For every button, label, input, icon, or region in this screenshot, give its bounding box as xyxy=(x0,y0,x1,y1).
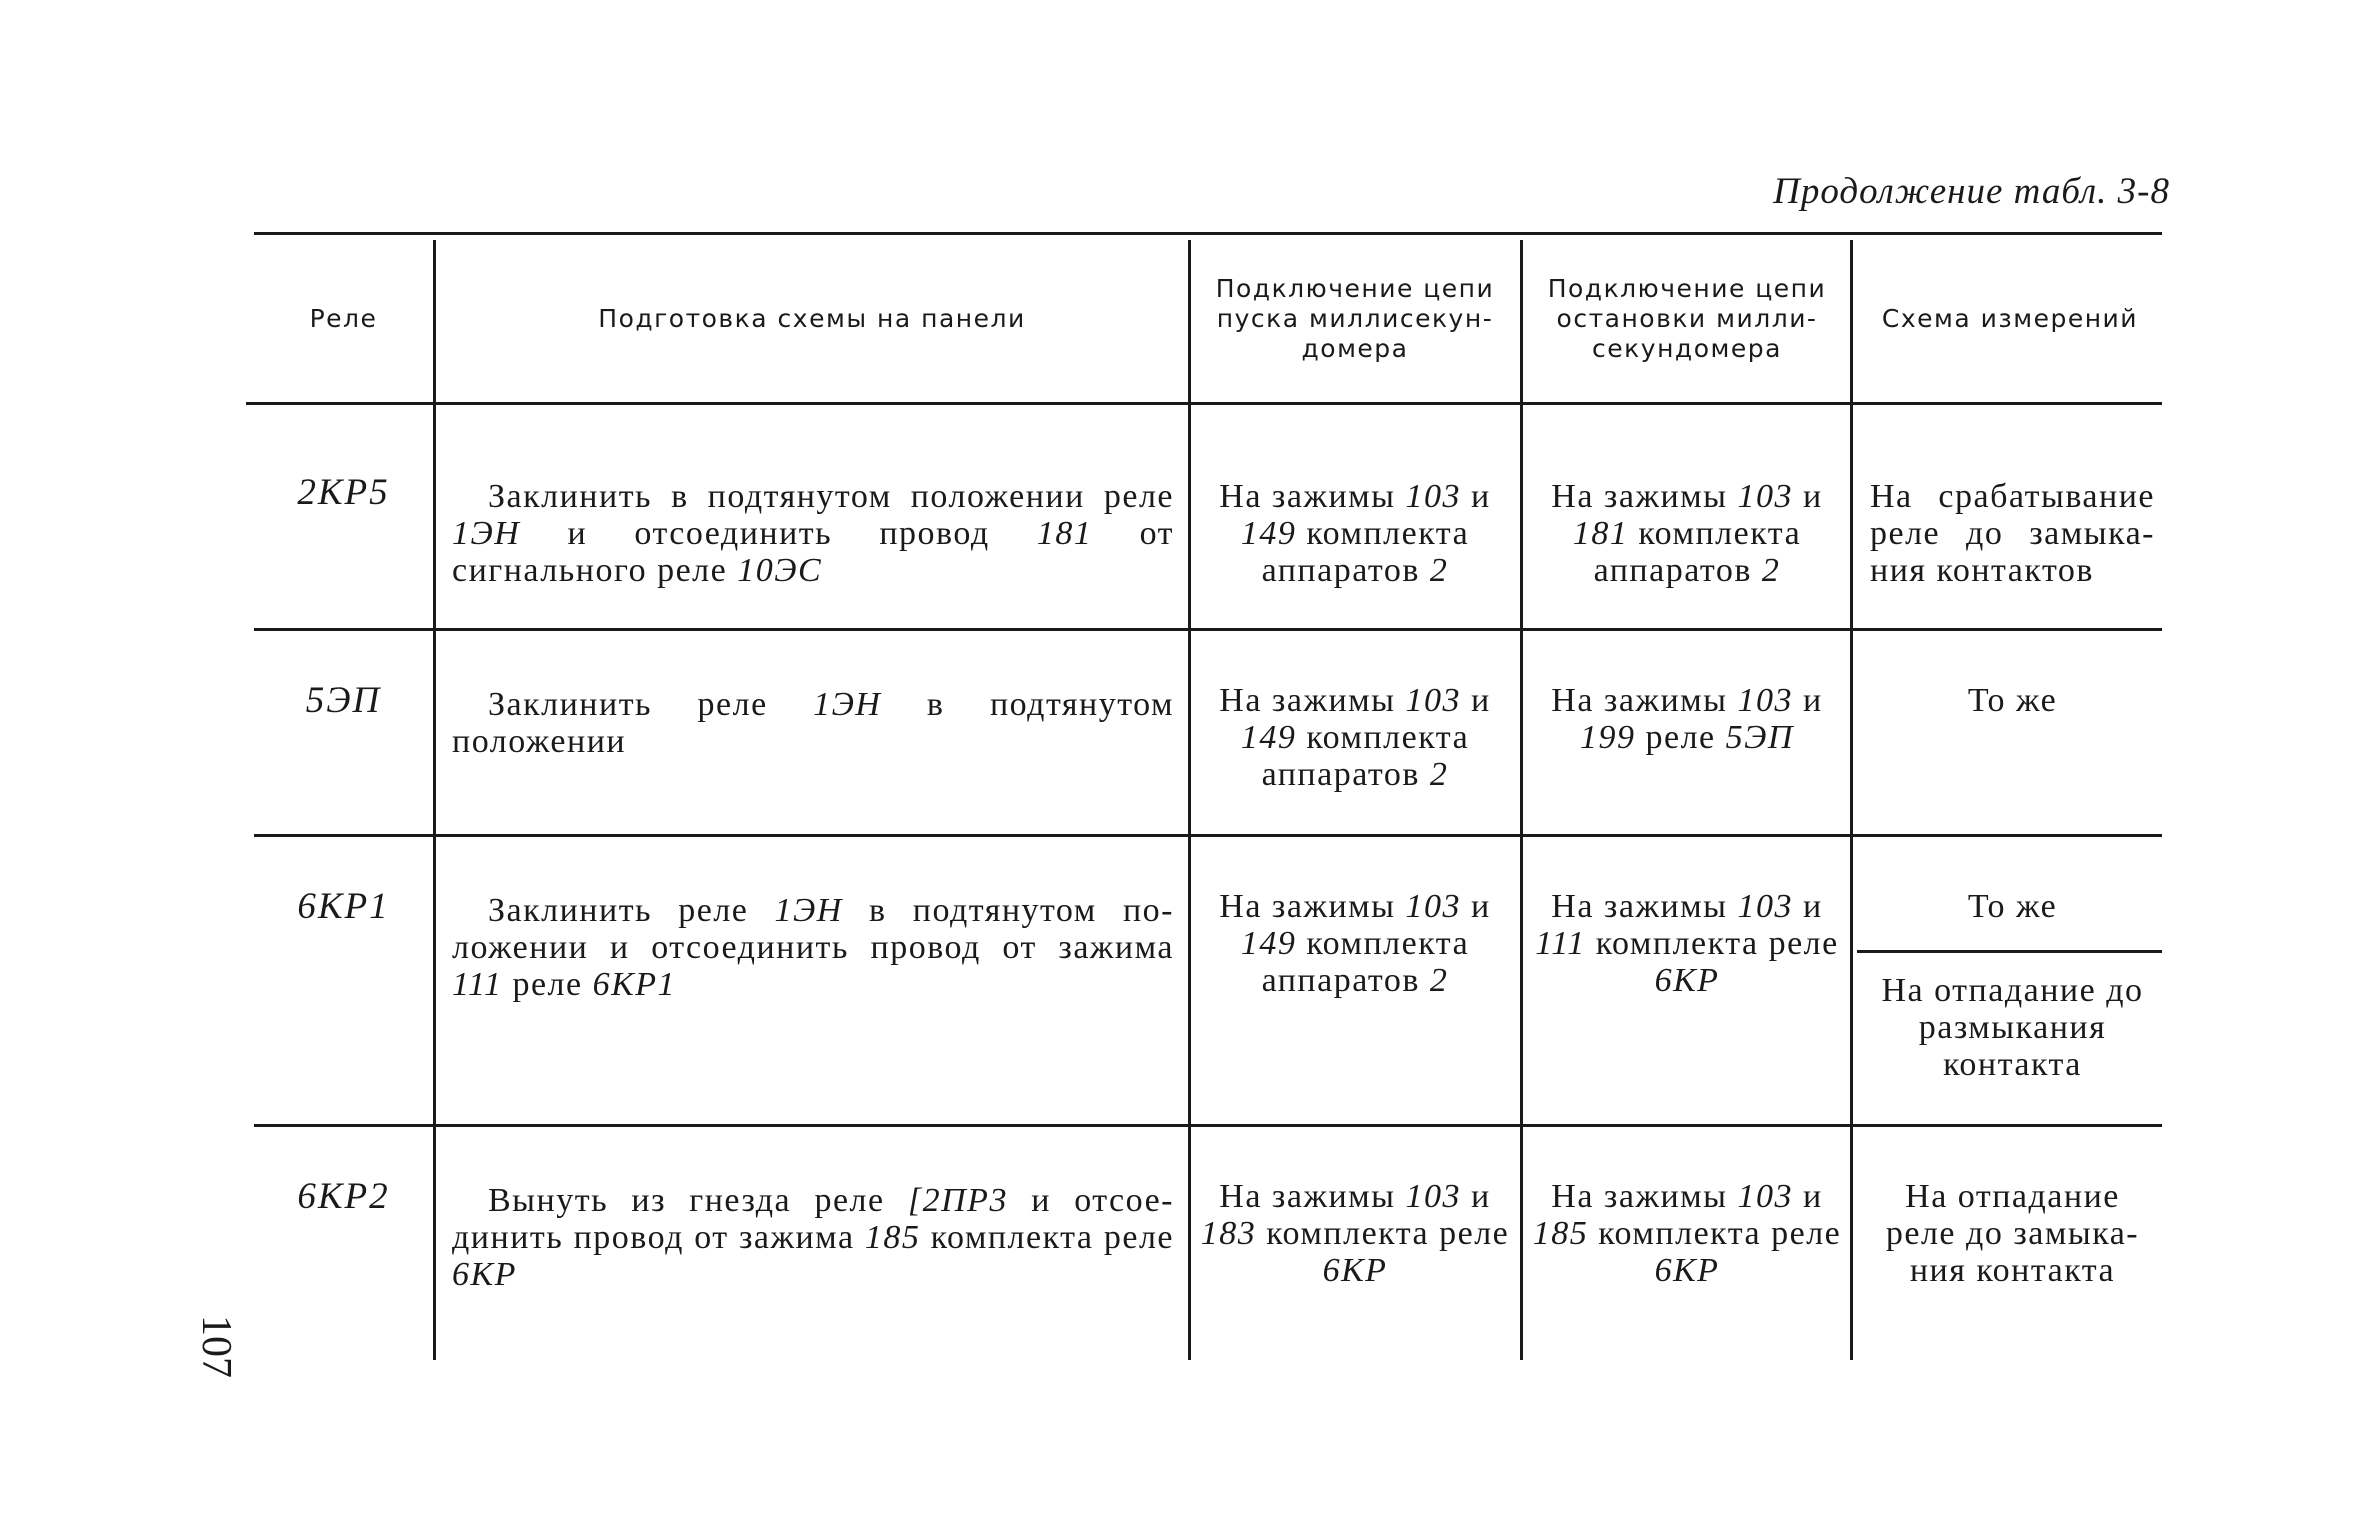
header-stop: Подключение цепи остановки милли-секундомера xyxy=(1547,274,1827,363)
row-scheme: На отпадание реле до замыка-ния контакта xyxy=(1885,1178,2140,1289)
header-bottom-rule xyxy=(246,402,2162,405)
row-relay: 5ЭП xyxy=(305,680,382,721)
row-rule xyxy=(254,834,2162,837)
row-rule xyxy=(254,1124,2162,1127)
page-number: 107 xyxy=(193,1315,239,1378)
column-rule xyxy=(1188,240,1191,1360)
row-stop: На зажимы 103 и 199 реле 5ЭП xyxy=(1551,682,1823,756)
row-scheme: То же xyxy=(1967,888,2058,925)
column-rule xyxy=(433,240,436,1360)
row-stop: На зажимы 103 и 181 комплекта аппаратов 2 xyxy=(1551,478,1823,589)
row-prep: Заклинить реле 1ЭН в подтянутом положении xyxy=(452,686,1174,760)
header-scheme: Схема измерений xyxy=(1881,304,2139,333)
header-prep: Подготовка схемы на панели xyxy=(598,304,1026,333)
table-top-rule xyxy=(254,232,2162,235)
row-prep: Заклинить в подтянутом положении реле 1ЭН и отсоединить провод 181 от сигнального реле 10ЭС xyxy=(452,478,1174,589)
row-relay: 6КР1 xyxy=(297,886,390,927)
row-stop: На зажимы 103 и 185 комплекта реле 6КР xyxy=(1532,1178,1842,1289)
row-relay: 6КР2 xyxy=(297,1176,390,1217)
column-rule xyxy=(1520,240,1523,1360)
header-start: Подключение цепи пуска миллисекун-домера xyxy=(1215,274,1495,363)
row-scheme: То же xyxy=(1967,682,2058,719)
row-start: На зажимы 103 и 149 комплекта аппаратов 2 xyxy=(1219,682,1491,793)
row-scheme: На срабатывание реле до замыка-ния контактов xyxy=(1870,478,2155,589)
row-stop: На зажимы 103 и 111 комплекта реле 6КР xyxy=(1535,888,1839,999)
row-relay: 2КР5 xyxy=(297,472,390,513)
row-scheme-secondary: На отпадание до размыкания контакта xyxy=(1881,972,2144,1083)
column-rule xyxy=(1850,240,1853,1360)
row-prep: Вынуть из гнезда реле [2ПР3 и отсое-динить провод от зажима 185 комплекта реле 6КР xyxy=(452,1182,1174,1293)
row-start: На зажимы 103 и 149 комплекта аппаратов 2 xyxy=(1219,478,1491,589)
table-caption: Продолжение табл. 3-8 xyxy=(1773,171,2170,212)
row-rule xyxy=(254,628,2162,631)
row-start: На зажимы 103 и 183 комплекта реле 6КР xyxy=(1200,1178,1510,1289)
row-prep: Заклинить реле 1ЭН в подтянутом по-ложении и отсоединить провод от зажима 111 реле 6КР1 xyxy=(452,892,1174,1003)
header-relay: Реле xyxy=(309,304,378,333)
row-start: На зажимы 103 и 149 комплекта аппаратов 2 xyxy=(1219,888,1491,999)
scheme-subrow-rule xyxy=(1857,950,2162,953)
